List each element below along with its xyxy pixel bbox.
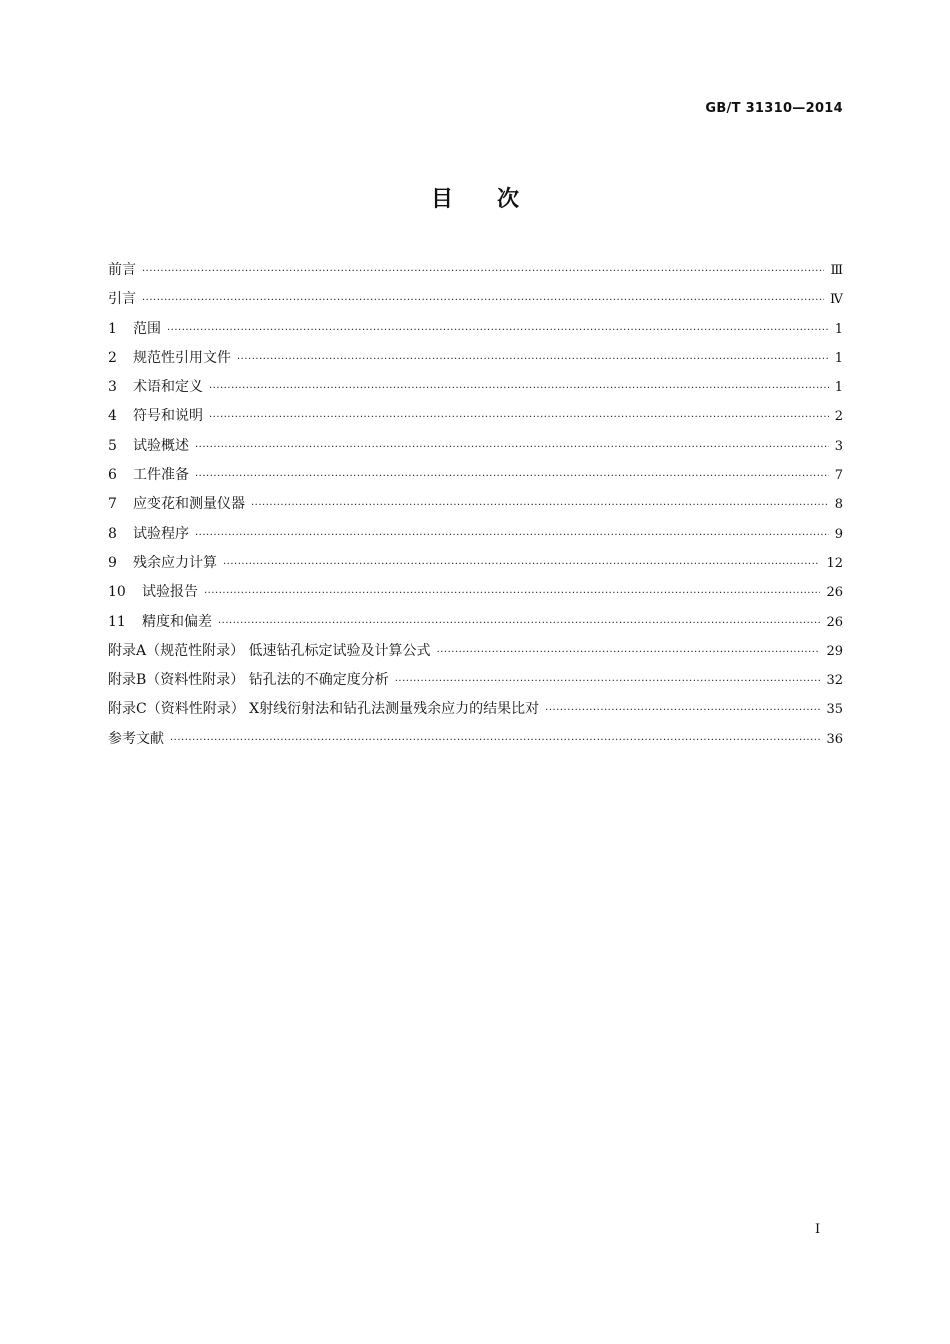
toc-entry-label: 前言 xyxy=(108,262,136,278)
toc-entry-label: 试验报告 xyxy=(142,584,198,601)
toc-entry-label: 附录C（资料性附录） X射线衍射法和钻孔法测量残余应力的结果比对 xyxy=(108,701,540,718)
toc-entry-page: 35 xyxy=(826,702,843,718)
toc-leader-dots xyxy=(437,638,821,667)
toc-entry-foreword[interactable] xyxy=(108,256,843,285)
toc-entry-page: 7 xyxy=(834,468,843,484)
toc-leader-dots xyxy=(195,521,829,550)
page-number: Ⅰ xyxy=(815,1222,821,1237)
standard-code: GB/T 31310—2014 xyxy=(705,101,843,116)
toc-entry-page: 1 xyxy=(834,350,843,366)
toc-entry-page: 26 xyxy=(826,585,843,601)
toc-leader-dots xyxy=(167,316,829,345)
toc-entry-appendix-a[interactable] xyxy=(108,637,843,666)
toc-leader-dots xyxy=(223,550,820,579)
toc-leader-dots xyxy=(170,726,820,755)
toc-entry-7[interactable] xyxy=(108,490,843,519)
toc-leader-dots xyxy=(218,609,820,638)
toc-entry-label: 残余应力计算 xyxy=(133,554,217,571)
toc-leader-dots xyxy=(195,433,829,462)
toc-entry-label: 引言 xyxy=(108,291,136,308)
toc-entry-page: 29 xyxy=(826,643,843,659)
toc-entry-appendix-b[interactable] xyxy=(108,666,843,695)
toc-entry-number: 5 xyxy=(108,437,117,454)
toc-entry-number: 3 xyxy=(108,379,117,396)
toc-leader-dots xyxy=(209,374,829,403)
toc-entry-page: 1 xyxy=(834,380,843,396)
page-title: 目次 xyxy=(430,187,563,212)
toc-entry-page: 8 xyxy=(834,497,843,513)
toc-entry-4[interactable] xyxy=(108,402,843,431)
toc-leader-dots xyxy=(142,286,824,315)
toc-entry-label: 附录B（资料性附录） 钻孔法的不确定度分析 xyxy=(108,672,389,689)
toc-entry-number: 9 xyxy=(108,554,117,571)
toc-entry-8[interactable] xyxy=(108,520,843,549)
toc-entry-page: 1 xyxy=(834,321,843,337)
toc-entry-page: 9 xyxy=(834,526,843,542)
toc-entry-label: 规范性引用文件 xyxy=(133,349,231,366)
toc-entry-11[interactable] xyxy=(108,608,843,637)
toc-entry-appendix-c[interactable] xyxy=(108,695,843,724)
toc-entry-number: 10 xyxy=(108,584,126,601)
toc-entry-page: Ⅳ xyxy=(830,292,843,308)
toc-entry-page: 36 xyxy=(826,731,843,747)
toc-leader-dots xyxy=(209,403,829,432)
toc-leader-dots xyxy=(204,579,820,608)
toc-entry-label: 试验程序 xyxy=(133,525,189,542)
toc-entry-number: 7 xyxy=(108,496,117,513)
toc-entry-label: 符号和说明 xyxy=(133,408,203,425)
toc-entry-label: 附录A（规范性附录） 低速钻孔标定试验及计算公式 xyxy=(108,642,431,659)
toc-leader-dots xyxy=(395,667,821,696)
toc-entry-label: 工件准备 xyxy=(133,467,189,484)
toc-entry-number: 4 xyxy=(108,408,117,425)
toc-entry-3[interactable] xyxy=(108,373,843,402)
toc-entry-page: Ⅲ xyxy=(830,263,843,278)
toc-entry-label: 精度和偏差 xyxy=(142,613,212,630)
toc-entry-9[interactable] xyxy=(108,549,843,578)
toc-entry-label: 术语和定义 xyxy=(133,379,203,396)
toc-entry-label: 范围 xyxy=(133,320,161,337)
table-of-contents xyxy=(108,256,843,754)
toc-entry-label: 参考文献 xyxy=(108,730,164,747)
toc-entry-2[interactable] xyxy=(108,344,843,373)
toc-entry-label: 试验概述 xyxy=(133,437,189,454)
toc-entry-6[interactable] xyxy=(108,461,843,490)
toc-entry-number: 11 xyxy=(108,613,126,630)
toc-entry-page: 3 xyxy=(834,438,843,454)
toc-leader-dots xyxy=(237,345,829,374)
toc-leader-dots xyxy=(251,491,829,520)
toc-entry-number: 1 xyxy=(108,320,117,337)
toc-entry-10[interactable] xyxy=(108,578,843,607)
toc-leader-dots xyxy=(545,696,820,725)
toc-entry-page: 26 xyxy=(826,614,843,630)
toc-entry-introduction[interactable] xyxy=(108,285,843,314)
toc-entry-1[interactable] xyxy=(108,315,843,344)
toc-entry-page: 12 xyxy=(826,555,843,571)
toc-leader-dots xyxy=(142,257,824,286)
toc-entry-page: 32 xyxy=(826,673,843,689)
toc-entry-page: 2 xyxy=(834,409,843,425)
toc-leader-dots xyxy=(195,462,829,491)
toc-entry-bibliography[interactable] xyxy=(108,725,843,754)
toc-entry-number: 2 xyxy=(108,349,117,366)
toc-entry-number: 8 xyxy=(108,525,117,542)
toc-entry-label: 应变花和测量仪器 xyxy=(133,496,245,513)
toc-entry-5[interactable] xyxy=(108,432,843,461)
toc-entry-number: 6 xyxy=(108,467,117,484)
